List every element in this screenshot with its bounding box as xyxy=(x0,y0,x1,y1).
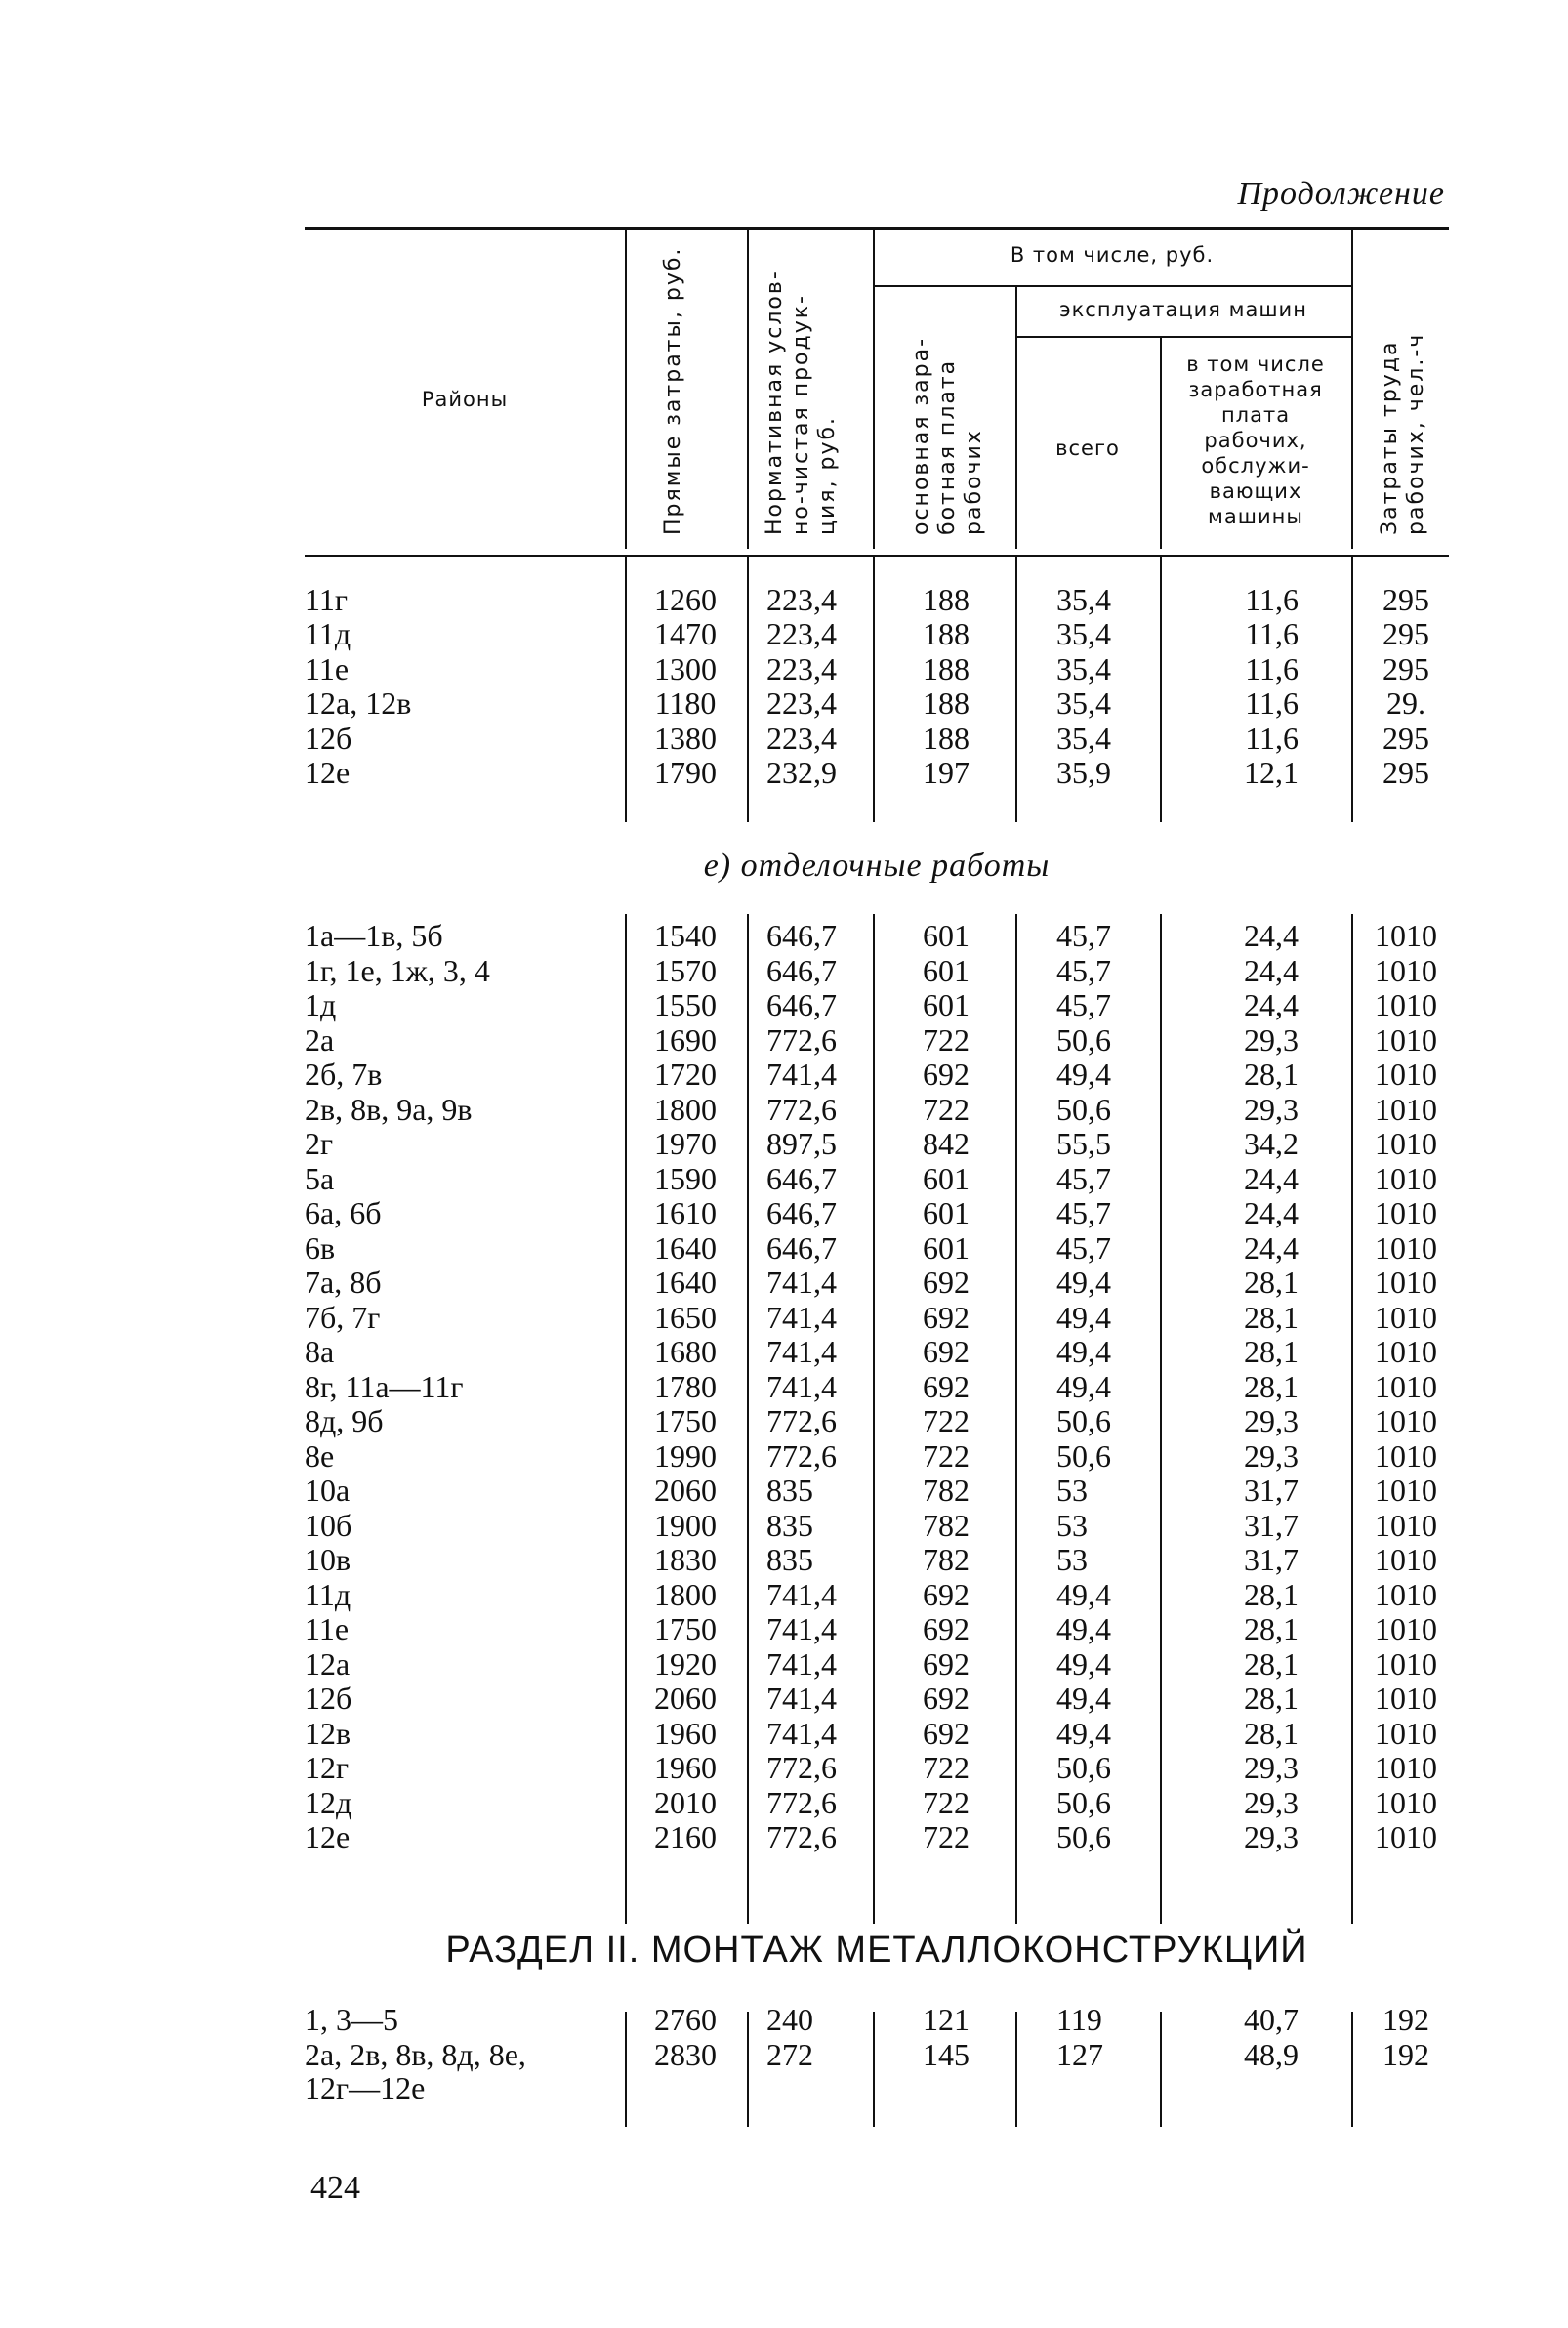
cell-normative: 835 xyxy=(766,1542,813,1577)
cell-machine-wages: 31,7 xyxy=(1244,1507,1299,1543)
cell-direct-costs: 1540 xyxy=(654,918,717,953)
cell-wages: 197 xyxy=(923,755,970,790)
cell-normative: 223,4 xyxy=(766,720,837,756)
cell-machines-total: 45,7 xyxy=(1056,952,1111,988)
cell-machine-wages: 28,1 xyxy=(1244,1715,1299,1751)
cell-machine-wages: 11,6 xyxy=(1245,616,1299,652)
cell-labor: 1010 xyxy=(1375,1576,1437,1612)
cell-region: 11е xyxy=(305,650,350,686)
cell-region: 12д xyxy=(305,1784,352,1820)
cell-machines-total: 50,6 xyxy=(1056,1750,1111,1785)
cell-normative: 772,6 xyxy=(766,1021,837,1058)
cell-normative: 646,7 xyxy=(766,1160,837,1196)
header-hrule xyxy=(873,285,1351,287)
cell-wages: 692 xyxy=(923,1057,970,1092)
cell-direct-costs: 1900 xyxy=(654,1507,717,1543)
cell-wages: 722 xyxy=(923,1819,970,1854)
cell-machines-total: 45,7 xyxy=(1056,1160,1111,1196)
cell-labor: 1010 xyxy=(1375,1542,1437,1577)
cell-region: 10а xyxy=(305,1473,351,1508)
cell-labor: 1010 xyxy=(1375,1715,1437,1751)
cell-region: 12е xyxy=(305,755,351,790)
cell-machines-total: 49,4 xyxy=(1056,1681,1111,1716)
cell-labor: 192 xyxy=(1382,2036,1429,2072)
cell-machines-total: 127 xyxy=(1056,2036,1103,2072)
cell-machines-total: 35,4 xyxy=(1056,582,1111,617)
cell-machine-wages: 28,1 xyxy=(1244,1334,1299,1369)
section-title: РАЗДЕЛ II. МОНТАЖ МЕТАЛЛОКОНСТРУКЦИЙ xyxy=(445,1930,1308,1971)
cell-normative: 741,4 xyxy=(766,1611,837,1646)
cell-machine-wages: 48,9 xyxy=(1244,2036,1299,2072)
cell-labor: 1010 xyxy=(1375,1021,1437,1058)
cell-region: 2г xyxy=(305,1126,334,1161)
cell-normative: 741,4 xyxy=(766,1715,837,1751)
cell-normative: 223,4 xyxy=(766,582,837,617)
cell-machine-wages: 29,3 xyxy=(1244,1437,1299,1474)
col-divider xyxy=(1015,2012,1017,2127)
cell-machine-wages: 40,7 xyxy=(1244,2002,1299,2037)
cell-normative: 741,4 xyxy=(766,1645,837,1682)
cell-labor: 295 xyxy=(1382,650,1429,686)
cell-wages: 692 xyxy=(923,1368,970,1404)
cell-wages: 722 xyxy=(923,1091,970,1127)
cell-region: 1г, 1е, 1ж, 3, 4 xyxy=(305,952,490,988)
cell-direct-costs: 1470 xyxy=(654,616,717,652)
cell-wages: 692 xyxy=(923,1299,970,1335)
cell-normative: 646,7 xyxy=(766,918,837,953)
cell-labor: 295 xyxy=(1382,582,1429,617)
cell-region: 8д, 9б xyxy=(305,1403,384,1438)
cell-wages: 842 xyxy=(923,1126,970,1161)
cell-labor: 1010 xyxy=(1375,987,1437,1022)
cell-region: 12г xyxy=(305,1750,350,1785)
cell-wages: 782 xyxy=(923,1473,970,1508)
cell-region: 12б xyxy=(305,720,352,756)
cell-wages: 722 xyxy=(923,1784,970,1820)
cell-labor: 295 xyxy=(1382,616,1429,652)
cell-machines-total: 50,6 xyxy=(1056,1091,1111,1127)
cell-labor: 1010 xyxy=(1375,1334,1437,1369)
cell-direct-costs: 1960 xyxy=(654,1715,717,1751)
header-machines-total: всего xyxy=(1055,436,1120,460)
cell-normative: 741,4 xyxy=(766,1368,837,1404)
cell-direct-costs: 1920 xyxy=(654,1645,717,1682)
cell-machine-wages: 11,6 xyxy=(1245,686,1299,722)
cell-machines-total: 35,9 xyxy=(1056,755,1111,790)
cell-machine-wages: 24,4 xyxy=(1244,1195,1299,1230)
cell-normative: 772,6 xyxy=(766,1403,837,1438)
cell-machine-wages: 28,1 xyxy=(1244,1368,1299,1404)
cell-wages: 722 xyxy=(923,1750,970,1785)
cell-normative: 741,4 xyxy=(766,1681,837,1716)
cell-machine-wages: 24,4 xyxy=(1244,918,1299,953)
cell-direct-costs: 1790 xyxy=(654,755,717,790)
subheading: е) отделочные работы xyxy=(703,848,1051,884)
cell-direct-costs: 1380 xyxy=(654,720,717,756)
cell-region: 12в xyxy=(305,1715,351,1751)
cell-labor: 1010 xyxy=(1375,1611,1437,1646)
cell-machines-total: 49,4 xyxy=(1056,1057,1111,1092)
cell-machines-total: 35,4 xyxy=(1056,616,1111,652)
cell-labor: 1010 xyxy=(1375,1265,1437,1300)
cell-wages: 601 xyxy=(923,1160,970,1196)
cell-machines-total: 119 xyxy=(1056,2002,1102,2037)
cell-labor: 1010 xyxy=(1375,1819,1437,1854)
header-bottom-rule xyxy=(305,555,1449,557)
table-c-row-continuation: 12г—12е xyxy=(305,2070,426,2105)
cell-direct-costs: 1750 xyxy=(654,1611,717,1646)
cell-wages: 722 xyxy=(923,1021,970,1058)
col-divider xyxy=(625,557,627,822)
cell-wages: 782 xyxy=(923,1507,970,1543)
cell-direct-costs: 1180 xyxy=(654,686,717,722)
cell-direct-costs: 1570 xyxy=(654,952,717,988)
cell-machine-wages: 29,3 xyxy=(1244,1750,1299,1785)
cell-labor: 1010 xyxy=(1375,1368,1437,1404)
continuation-label: Продолжение xyxy=(1237,176,1445,212)
cell-machine-wages: 29,3 xyxy=(1244,1784,1299,1820)
cell-normative: 741,4 xyxy=(766,1334,837,1369)
cell-region: 7а, 8б xyxy=(305,1265,382,1300)
cell-normative: 741,4 xyxy=(766,1299,837,1335)
cell-normative: 240 xyxy=(766,2002,813,2037)
cell-region: 11г xyxy=(305,582,348,617)
cell-wages: 145 xyxy=(923,2036,970,2072)
cell-region: 5а xyxy=(305,1160,335,1196)
cell-machine-wages: 12,1 xyxy=(1244,755,1299,790)
cell-normative: 772,6 xyxy=(766,1819,837,1854)
cell-labor: 1010 xyxy=(1375,1091,1437,1127)
cell-normative: 646,7 xyxy=(766,1229,837,1266)
cell-machine-wages: 24,4 xyxy=(1244,1229,1299,1266)
cell-machine-wages: 29,3 xyxy=(1244,1091,1299,1127)
cell-machines-total: 53 xyxy=(1056,1473,1088,1508)
cell-normative: 223,4 xyxy=(766,650,837,686)
cell-normative: 646,7 xyxy=(766,952,837,988)
col-divider xyxy=(747,2012,749,2127)
col-divider xyxy=(747,557,749,822)
header-hrule xyxy=(1015,336,1351,338)
cell-machines-total: 50,6 xyxy=(1056,1403,1111,1438)
cell-machines-total: 49,4 xyxy=(1056,1334,1111,1369)
cell-region: 8е xyxy=(305,1437,335,1474)
cell-region: 8г, 11а—11г xyxy=(305,1368,464,1404)
cell-labor: 295 xyxy=(1382,720,1429,756)
cell-normative: 232,9 xyxy=(766,755,837,790)
header-wages: основная зара- ботная плата рабочих xyxy=(909,336,986,535)
cell-region: 1а—1в, 5б xyxy=(305,918,443,953)
header-incl-wages: в том числе заработная плата рабочих, обслужи- вающих машины xyxy=(1186,353,1325,528)
cell-direct-costs: 1800 xyxy=(654,1576,717,1612)
cell-labor: 29. xyxy=(1386,686,1425,722)
cell-wages: 601 xyxy=(923,952,970,988)
cell-direct-costs: 2010 xyxy=(654,1784,717,1820)
cell-normative: 772,6 xyxy=(766,1437,837,1474)
col-divider xyxy=(625,914,627,1924)
cell-machines-total: 45,7 xyxy=(1056,918,1111,953)
cell-machines-total: 49,4 xyxy=(1056,1368,1111,1404)
cell-machines-total: 35,4 xyxy=(1056,686,1111,722)
cell-machines-total: 50,6 xyxy=(1056,1021,1111,1058)
header-direct-costs: Прямые затраты, руб. xyxy=(661,246,685,535)
col-divider xyxy=(1015,557,1017,822)
header-divider xyxy=(873,230,875,549)
cell-machine-wages: 11,6 xyxy=(1245,582,1299,617)
cell-machines-total: 49,4 xyxy=(1056,1715,1111,1751)
cell-region: 10б xyxy=(305,1507,352,1543)
cell-direct-costs: 2160 xyxy=(654,1819,717,1854)
cell-machines-total: 45,7 xyxy=(1056,987,1111,1022)
col-divider xyxy=(873,557,875,822)
cell-region: 8а xyxy=(305,1334,335,1369)
cell-wages: 692 xyxy=(923,1715,970,1751)
cell-direct-costs: 1260 xyxy=(654,582,717,617)
cell-wages: 601 xyxy=(923,987,970,1022)
cell-machines-total: 45,7 xyxy=(1056,1229,1111,1266)
cell-machines-total: 49,4 xyxy=(1056,1576,1111,1612)
cell-normative: 741,4 xyxy=(766,1057,837,1092)
cell-labor: 1010 xyxy=(1375,952,1437,988)
cell-wages: 601 xyxy=(923,1229,970,1266)
cell-direct-costs: 1640 xyxy=(654,1265,717,1300)
cell-wages: 782 xyxy=(923,1542,970,1577)
cell-labor: 1010 xyxy=(1375,1784,1437,1820)
cell-direct-costs: 1990 xyxy=(654,1437,717,1474)
cell-machine-wages: 29,3 xyxy=(1244,1403,1299,1438)
cell-machine-wages: 28,1 xyxy=(1244,1057,1299,1092)
cell-machine-wages: 34,2 xyxy=(1244,1126,1299,1161)
cell-region: 2а xyxy=(305,1021,335,1058)
cell-region: 11д xyxy=(305,1576,351,1612)
cell-normative: 223,4 xyxy=(766,616,837,652)
cell-direct-costs: 1640 xyxy=(654,1229,717,1266)
col-divider xyxy=(747,914,749,1924)
cell-wages: 722 xyxy=(923,1403,970,1438)
col-divider xyxy=(1351,914,1353,1924)
col-divider xyxy=(1015,914,1017,1924)
cell-region: 2а, 2в, 8в, 8д, 8е, xyxy=(305,2036,526,2072)
cell-normative: 835 xyxy=(766,1507,813,1543)
cell-machine-wages: 28,1 xyxy=(1244,1576,1299,1612)
cell-direct-costs: 2060 xyxy=(654,1473,717,1508)
cell-direct-costs: 1590 xyxy=(654,1160,717,1196)
cell-labor: 1010 xyxy=(1375,1681,1437,1716)
cell-labor: 1010 xyxy=(1375,1126,1437,1161)
col-divider xyxy=(1160,557,1162,822)
cell-direct-costs: 1750 xyxy=(654,1403,717,1438)
cell-region: 11е xyxy=(305,1611,350,1646)
cell-normative: 835 xyxy=(766,1473,813,1508)
cell-region: 6в xyxy=(305,1229,336,1266)
cell-machines-total: 35,4 xyxy=(1056,650,1111,686)
cell-wages: 722 xyxy=(923,1437,970,1474)
cell-labor: 1010 xyxy=(1375,1299,1437,1335)
cell-region: 2б, 7в xyxy=(305,1057,383,1092)
cell-wages: 692 xyxy=(923,1611,970,1646)
cell-labor: 1010 xyxy=(1375,1403,1437,1438)
cell-machine-wages: 24,4 xyxy=(1244,1160,1299,1196)
cell-normative: 272 xyxy=(766,2036,813,2072)
cell-region: 6а, 6б xyxy=(305,1195,382,1230)
cell-machine-wages: 28,1 xyxy=(1244,1681,1299,1716)
header-normative: Нормативная услов- но-чистая продук- ция, руб. xyxy=(763,270,840,535)
cell-wages: 692 xyxy=(923,1265,970,1300)
cell-labor: 1010 xyxy=(1375,1160,1437,1196)
cell-normative: 772,6 xyxy=(766,1784,837,1820)
cell-direct-costs: 1690 xyxy=(654,1021,717,1058)
col-divider xyxy=(1160,914,1162,1924)
cell-machines-total: 49,4 xyxy=(1056,1611,1111,1646)
header-divider xyxy=(1015,285,1017,549)
cell-labor: 1010 xyxy=(1375,918,1437,953)
cell-labor: 192 xyxy=(1382,2002,1429,2037)
cell-machines-total: 35,4 xyxy=(1056,720,1111,756)
cell-region: 1, 3—5 xyxy=(305,2002,398,2037)
cell-labor: 1010 xyxy=(1375,1195,1437,1230)
header-machines: эксплуатация машин xyxy=(1059,298,1307,321)
header-divider xyxy=(1351,230,1353,549)
cell-machine-wages: 28,1 xyxy=(1244,1645,1299,1682)
cell-wages: 121 xyxy=(923,2002,970,2037)
cell-machine-wages: 31,7 xyxy=(1244,1473,1299,1508)
header-labor: Затраты труда рабочих, чел.-ч xyxy=(1378,332,1428,535)
cell-machine-wages: 28,1 xyxy=(1244,1611,1299,1646)
cell-direct-costs: 1800 xyxy=(654,1091,717,1127)
cell-normative: 646,7 xyxy=(766,987,837,1022)
header-regions: Районы xyxy=(421,388,509,411)
page-number: 424 xyxy=(310,2170,360,2206)
cell-wages: 692 xyxy=(923,1681,970,1716)
header-divider xyxy=(747,230,749,549)
cell-direct-costs: 2830 xyxy=(654,2036,717,2072)
header-including: В том числе, руб. xyxy=(1010,243,1215,267)
cell-direct-costs: 1780 xyxy=(654,1368,717,1404)
cell-machines-total: 49,4 xyxy=(1056,1299,1111,1335)
cell-labor: 1010 xyxy=(1375,1750,1437,1785)
cell-labor: 295 xyxy=(1382,755,1429,790)
cell-direct-costs: 1650 xyxy=(654,1299,717,1335)
cell-normative: 223,4 xyxy=(766,686,837,722)
cell-normative: 772,6 xyxy=(766,1750,837,1785)
cell-region: 12а, 12в xyxy=(305,686,412,722)
cell-normative: 646,7 xyxy=(766,1195,837,1230)
cell-region: 7б, 7г xyxy=(305,1299,381,1335)
cell-region: 10в xyxy=(305,1542,351,1577)
cell-normative: 897,5 xyxy=(766,1126,837,1161)
cell-direct-costs: 1830 xyxy=(654,1542,717,1577)
cell-machines-total: 55,5 xyxy=(1056,1126,1111,1161)
cell-machines-total: 53 xyxy=(1056,1542,1088,1577)
cell-wages: 188 xyxy=(923,686,970,722)
cell-direct-costs: 1300 xyxy=(654,650,717,686)
cell-machines-total: 50,6 xyxy=(1056,1784,1111,1820)
cell-machines-total: 50,6 xyxy=(1056,1819,1111,1854)
cell-direct-costs: 2760 xyxy=(654,2002,717,2037)
cell-direct-costs: 1680 xyxy=(654,1334,717,1369)
cell-machine-wages: 24,4 xyxy=(1244,987,1299,1022)
cell-wages: 601 xyxy=(923,918,970,953)
cell-normative: 772,6 xyxy=(766,1091,837,1127)
cell-labor: 1010 xyxy=(1375,1507,1437,1543)
header-divider xyxy=(625,230,627,549)
cell-region: 11д xyxy=(305,616,351,652)
cell-machines-total: 49,4 xyxy=(1056,1645,1111,1682)
cell-wages: 692 xyxy=(923,1334,970,1369)
cell-normative: 741,4 xyxy=(766,1576,837,1612)
cell-wages: 188 xyxy=(923,650,970,686)
cell-labor: 1010 xyxy=(1375,1473,1437,1508)
cell-labor: 1010 xyxy=(1375,1645,1437,1682)
cell-machines-total: 50,6 xyxy=(1056,1437,1111,1474)
cell-machine-wages: 24,4 xyxy=(1244,952,1299,988)
cell-machine-wages: 11,6 xyxy=(1245,650,1299,686)
cell-machines-total: 45,7 xyxy=(1056,1195,1111,1230)
cell-direct-costs: 1970 xyxy=(654,1126,717,1161)
cell-machine-wages: 29,3 xyxy=(1244,1819,1299,1854)
cell-machine-wages: 28,1 xyxy=(1244,1299,1299,1335)
cell-machine-wages: 31,7 xyxy=(1244,1542,1299,1577)
cell-region: 1д xyxy=(305,987,337,1022)
cell-normative: 741,4 xyxy=(766,1265,837,1300)
col-divider xyxy=(1160,2012,1162,2127)
col-divider xyxy=(1351,557,1353,822)
cell-region: 12е xyxy=(305,1819,351,1854)
cell-wages: 188 xyxy=(923,720,970,756)
top-rule xyxy=(305,227,1449,230)
col-divider xyxy=(873,914,875,1924)
col-divider xyxy=(1351,2012,1353,2127)
cell-region: 2в, 8в, 9а, 9в xyxy=(305,1091,473,1127)
cell-direct-costs: 2060 xyxy=(654,1681,717,1716)
cell-machine-wages: 11,6 xyxy=(1245,720,1299,756)
cell-machine-wages: 29,3 xyxy=(1244,1021,1299,1058)
cell-wages: 692 xyxy=(923,1576,970,1612)
cell-direct-costs: 1550 xyxy=(654,987,717,1022)
cell-direct-costs: 1610 xyxy=(654,1195,717,1230)
cell-labor: 1010 xyxy=(1375,1057,1437,1092)
cell-wages: 188 xyxy=(923,582,970,617)
cell-machine-wages: 28,1 xyxy=(1244,1265,1299,1300)
cell-machines-total: 49,4 xyxy=(1056,1265,1111,1300)
cell-region: 12б xyxy=(305,1681,352,1716)
cell-wages: 601 xyxy=(923,1195,970,1230)
cell-region: 12а xyxy=(305,1645,351,1682)
cell-direct-costs: 1960 xyxy=(654,1750,717,1785)
cell-wages: 692 xyxy=(923,1645,970,1682)
col-divider xyxy=(873,2012,875,2127)
cell-labor: 1010 xyxy=(1375,1437,1437,1474)
col-divider xyxy=(625,2012,627,2127)
cell-direct-costs: 1720 xyxy=(654,1057,717,1092)
cell-wages: 188 xyxy=(923,616,970,652)
cell-machines-total: 53 xyxy=(1056,1507,1088,1543)
cell-labor: 1010 xyxy=(1375,1229,1437,1266)
